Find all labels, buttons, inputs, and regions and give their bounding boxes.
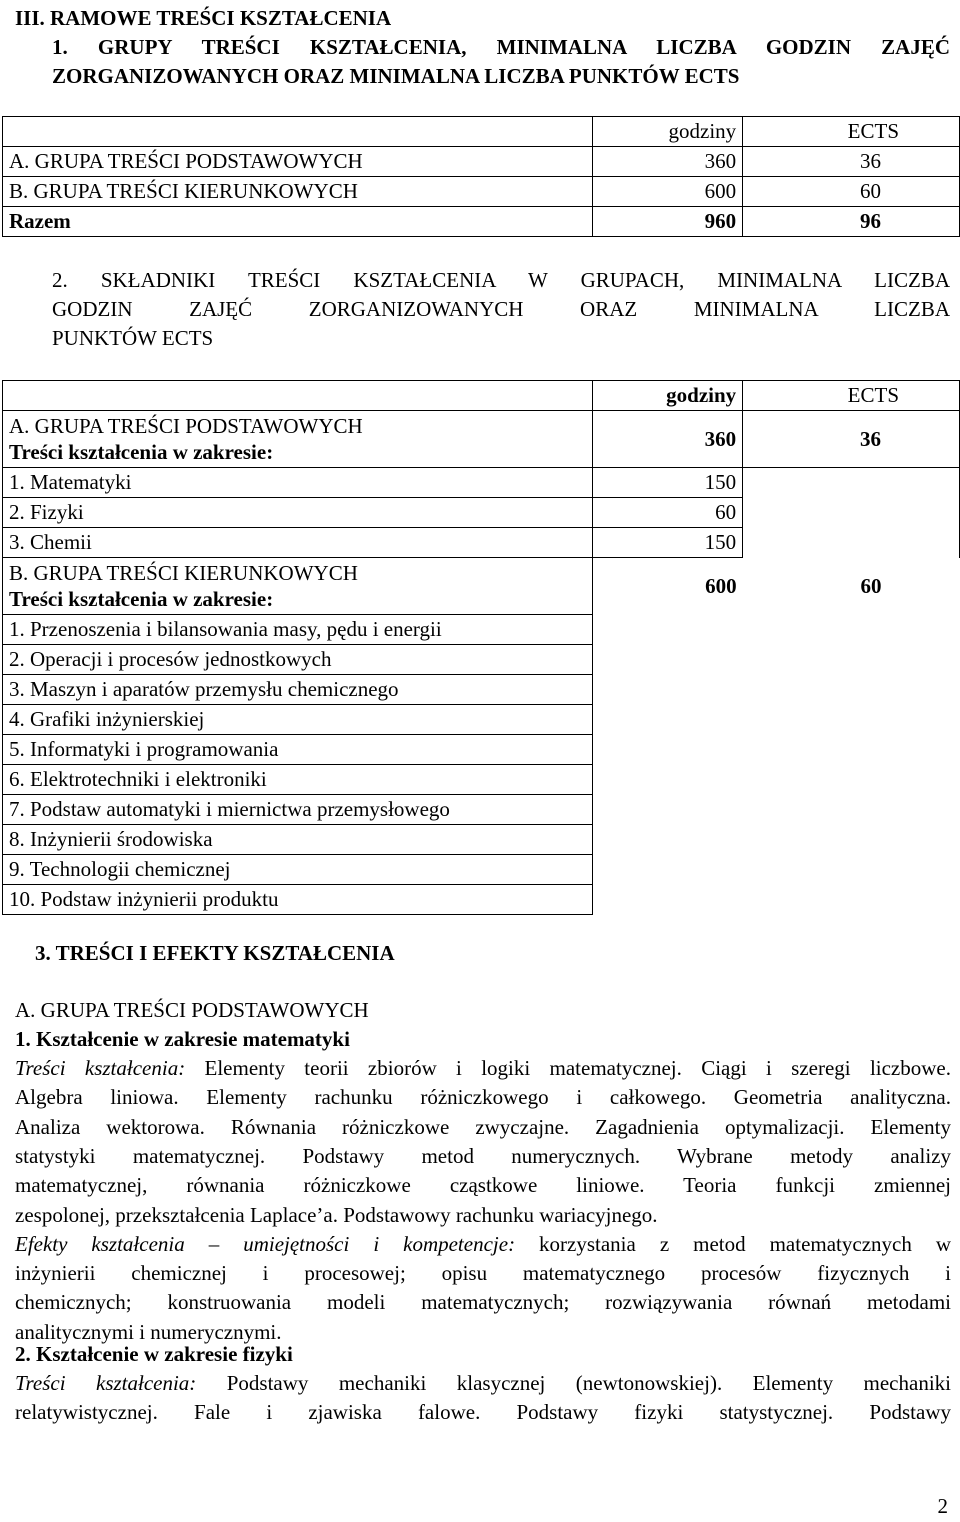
row-hours: 360: [593, 147, 743, 177]
section1-table: [2, 116, 960, 237]
paragraph-text: matematycznej, równania różniczkowe cząstkowe liniowe. Teoria funkcji zmiennej: [15, 1173, 951, 1198]
paragraph-line: [15, 1292, 951, 1313]
sub1-title: 1. Kształcenie w zakresie matematyki: [15, 1027, 350, 1051]
table-cell: [3, 381, 593, 411]
section2-title-line1: 2. SKŁADNIKI TREŚCI KSZTAŁCENIA W GRUPACH, MINIMALNA LICZBA: [52, 268, 950, 292]
group-a-subtitle: Treści kształcenia w zakresie:: [9, 440, 274, 464]
group-b-title-cell: [3, 558, 593, 615]
table-row: [3, 468, 960, 498]
paragraph-line: [15, 1202, 658, 1227]
paragraph-line: [15, 1402, 951, 1423]
section2-title-line2: GODZIN ZAJĘĆ ZORGANIZOWANYCH ORAZ MINIMALNA LICZBA: [52, 297, 950, 321]
group-a-hours: 360: [593, 411, 743, 468]
paragraph-text: inżynierii chemicznej i procesowej; opisu matematycznego procesów fizycznych i: [15, 1261, 951, 1286]
row-ects: 36: [743, 147, 960, 177]
paragraph-text: relatywistycznej. Fale i zjawiska falowe. Podstawy fizyki statystycznej. Podstawy: [15, 1400, 951, 1425]
list-item: 5. Informatyki i programowania: [3, 735, 593, 765]
section2-title-line3: PUNKTÓW ECTS: [52, 326, 214, 350]
paragraph-text: Analiza wektorowa. Równania różniczkowe zwyczajne. Zagadnienia optymalizacji. Elementy: [15, 1114, 951, 1139]
paragraph-text: Algebra liniowa. Elementy rachunku różniczkowego i całkowego. Geometria analityczna.: [15, 1085, 951, 1110]
paragraph-line: [15, 1087, 951, 1108]
hours-header: godziny: [593, 381, 743, 411]
paragraph-text: analitycznymi i numerycznymi.: [15, 1319, 282, 1344]
row-hours: 150: [593, 528, 743, 558]
row-ects: 96: [743, 207, 960, 237]
list-item: 7. Podstaw automatyki i miernictwa przemysłowego: [3, 795, 593, 825]
list-item: 8. Inżynierii środowiska: [3, 825, 593, 855]
list-item: 1. Przenoszenia i bilansowania masy, pędu i energii: [3, 615, 593, 645]
section1-title-line1: 1. GRUPY TREŚCI KSZTAŁCENIA, MINIMALNA LICZBA GODZIN ZAJĘĆ: [52, 35, 950, 59]
table-cell: [743, 468, 960, 558]
paragraph-line: [15, 1263, 951, 1284]
row-name: Razem: [3, 207, 593, 237]
row-name: B. GRUPA TREŚCI KIERUNKOWYCH: [3, 177, 593, 207]
group-a-title: A. GRUPA TREŚCI PODSTAWOWYCH: [9, 414, 363, 438]
section2-table: [2, 380, 960, 915]
table-header-row: [3, 381, 960, 411]
paragraph-line: [15, 1143, 951, 1168]
group-b-hours: 600: [593, 558, 743, 615]
paragraph-label: Efekty kształcenia – umiejętności i kompetencje:: [15, 1231, 516, 1256]
paragraph-text: zespolonej, przekształcenia Laplace’a. Podstawowy rachunku wariacyjnego.: [15, 1202, 658, 1227]
section3-title: 3. TREŚCI I EFEKTY KSZTAŁCENIA: [35, 941, 395, 965]
ects-header: ECTS: [743, 117, 960, 147]
paragraph-text: chemicznych; konstruowania modeli matematycznych; rozwiązywania równań metodami: [15, 1290, 951, 1315]
section1-title-line2: ZORGANIZOWANYCH ORAZ MINIMALNA LICZBA PUNKTÓW ECTS: [52, 64, 740, 88]
sub2-title: 2. Kształcenie w zakresie fizyki: [15, 1342, 293, 1366]
table-row-total: [3, 207, 960, 237]
list-item: 4. Grafiki inżynierskiej: [3, 705, 593, 735]
list-item: 9. Technologii chemicznej: [3, 855, 593, 885]
row-hours: 960: [593, 207, 743, 237]
paragraph-line: [15, 1231, 951, 1256]
row-name: A. GRUPA TREŚCI PODSTAWOWYCH: [3, 147, 593, 177]
group-b-row: [3, 558, 960, 615]
section3-group-title: A. GRUPA TREŚCI PODSTAWOWYCH: [15, 998, 369, 1022]
paragraph-text: Podstawy mechaniki klasycznej (newtonowskiej). Elementy mechaniki: [196, 1371, 951, 1395]
hours-header: godziny: [593, 117, 743, 147]
row-hours: 60: [593, 498, 743, 528]
row-hours: 600: [593, 177, 743, 207]
row-hours: 150: [593, 468, 743, 498]
table-row: [3, 177, 960, 207]
paragraph-text: korzystania z metod matematycznych w: [515, 1231, 951, 1256]
group-b-subtitle: Treści kształcenia w zakresie:: [9, 587, 274, 611]
list-item: 6. Elektrotechniki i elektroniki: [3, 765, 593, 795]
list-item: 3. Maszyn i aparatów przemysłu chemicznego: [3, 675, 593, 705]
group-b-ects: 60: [860, 573, 882, 598]
main-heading: III. RAMOWE TREŚCI KSZTAŁCENIA: [15, 6, 392, 30]
paragraph-label: Treści kształcenia:: [15, 1056, 186, 1080]
row-name: 1. Matematyki: [3, 468, 593, 498]
group-b-title: B. GRUPA TREŚCI KIERUNKOWYCH: [9, 561, 358, 585]
list-item: 10. Podstaw inżynierii produktu: [3, 885, 593, 915]
list-item: 2. Operacji i procesów jednostkowych: [3, 645, 593, 675]
paragraph-line: [15, 1175, 951, 1196]
paragraph-line: [15, 1114, 951, 1139]
page-number: 2: [937, 1494, 948, 1518]
row-name: 2. Fizyki: [3, 498, 593, 528]
paragraph-line: [15, 1373, 951, 1394]
group-a-ects: 36: [743, 411, 960, 468]
ects-header: ECTS: [743, 381, 960, 411]
group-a-title-cell: [3, 411, 593, 468]
paragraph-line: [15, 1319, 282, 1344]
table-row: [3, 147, 960, 177]
group-a-row: [3, 411, 960, 468]
paragraph-text: Elementy teorii zbiorów i logiki matematycznej. Ciągi i szeregi liczbowe.: [185, 1056, 951, 1080]
row-name: 3. Chemii: [3, 528, 593, 558]
paragraph-line: [15, 1058, 951, 1079]
table-header-row: [3, 117, 960, 147]
table-cell: [3, 117, 593, 147]
paragraph-text: statystyki matematycznej. Podstawy metod numerycznych. Wybrane metody analizy: [15, 1143, 951, 1168]
row-ects: 60: [743, 177, 960, 207]
paragraph-label: Treści kształcenia:: [15, 1371, 197, 1395]
